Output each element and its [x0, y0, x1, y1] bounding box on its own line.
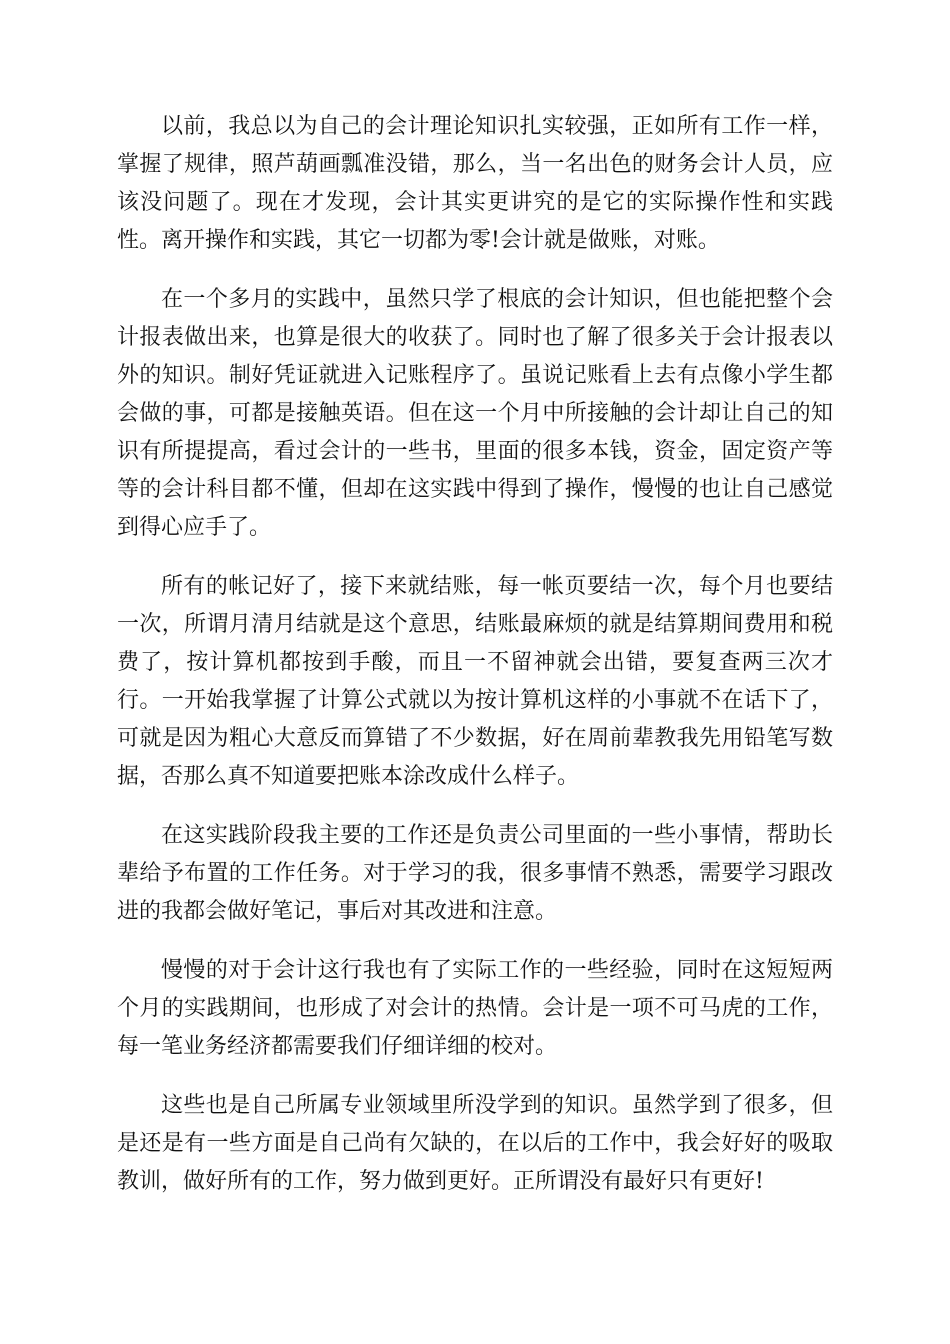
paragraph-1: 以前，我总以为自己的会计理论知识扎实较强，正如所有工作一样，掌握了规律，照芦葫画瓢准没错，那么，当一名出色的财务会计人员，应该没问题了。现在才发现，会计其实更讲究的是它的实际操作性和实践性。离开操作和实践，其它一切都为零!会计就是做账，对账。 — [117, 114, 833, 253]
paragraph-5: 慢慢的对于会计这行我也有了实际工作的一些经验，同时在这短短两个月的实践期间，也形成了对会计的热情。会计是一项不可马虎的工作，每一笔业务经济都需要我们仔细详细的校对。 — [117, 958, 833, 1059]
paragraph-6: 这些也是自己所属专业领域里所没学到的知识。虽然学到了很多，但是还是有一些方面是自己尚有欠缺的，在以后的工作中，我会好好的吸取教训，做好所有的工作，努力做到更好。正所谓没有最好只有更好! — [117, 1093, 833, 1194]
paragraph-2: 在一个多月的实践中，虽然只学了根底的会计知识，但也能把整个会计报表做出来，也算是很大的收获了。同时也了解了很多关于会计报表以外的知识。制好凭证就进入记账程序了。虽说记账看上去有点像小学生都会做的事，可都是接触英语。但在这一个月中所接触的会计却让自己的知识有所提提高，看过会计的一些书，里面的很多本钱，资金，固定资产等等的会计科目都不懂，但却在这实践中得到了操作，慢慢的也让自己感觉到得心应手了。 — [117, 287, 833, 540]
paragraph-3: 所有的帐记好了，接下来就结账，每一帐页要结一次，每个月也要结一次，所谓月清月结就是这个意思，结账最麻烦的就是结算期间费用和税费了，按计算机都按到手酸，而且一不留神就会出错，要复查两三次才行。一开始我掌握了计算公式就以为按计算机这样的小事就不在话下了，可就是因为粗心大意反而算错了不少数据，好在周前辈教我先用铅笔写数据，否那么真不知道要把账本涂改成什么样子。 — [117, 574, 833, 789]
document-body — [117, 108, 833, 1222]
paragraph-4: 在这实践阶段我主要的工作还是负责公司里面的一些小事情，帮助长辈给予布置的工作任务。对于学习的我，很多事情不熟悉，需要学习跟改进的我都会做好笔记，事后对其改进和注意。 — [117, 823, 833, 924]
